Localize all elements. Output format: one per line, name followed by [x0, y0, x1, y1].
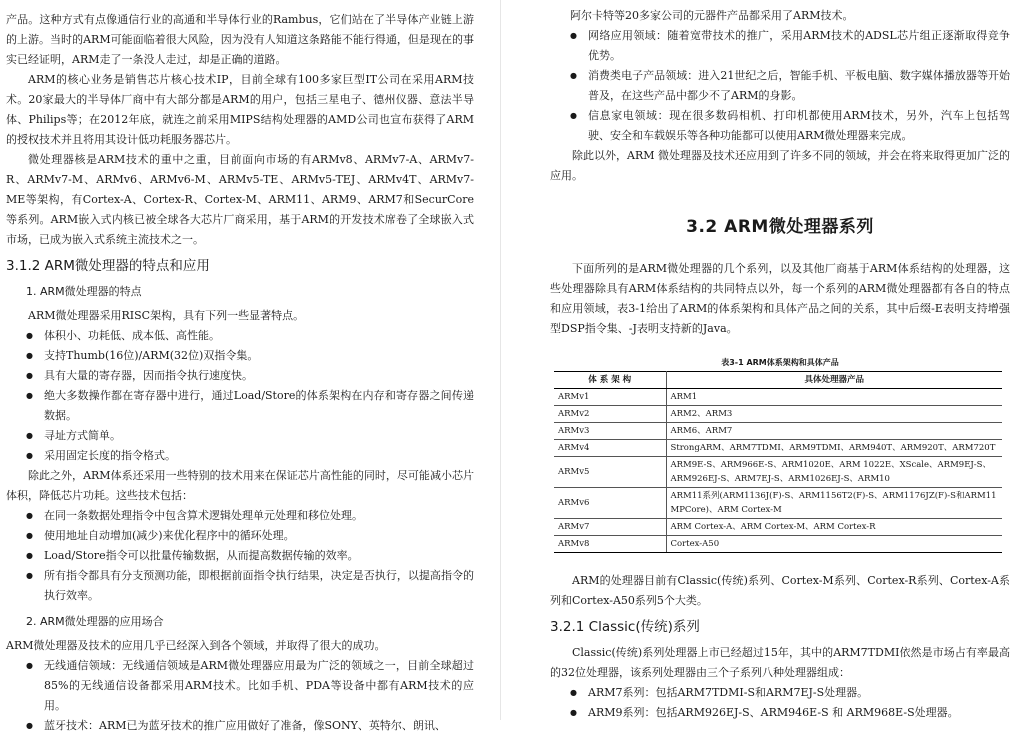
applications-list — [26, 656, 474, 736]
table-header-architecture: 体 系 架 构 — [554, 372, 666, 389]
list-item: ● 采用固定长度的指令格式。 — [26, 446, 474, 466]
arm-architecture-table — [554, 371, 1002, 553]
classic-intro: Classic(传统)系列处理器上市已经超过15年，其中的ARM7TDMI依然是市场占有率最高的32位处理器，该系列处理器由三个子系列八种处理器组成： — [550, 646, 1010, 679]
chapter-heading-3-2: 3.2 ARM微处理器系列 — [686, 217, 874, 237]
list-item: ● 寻址方式简单。 — [26, 426, 474, 446]
table-row — [554, 457, 1002, 488]
table-caption: 表3-1 ARM体系架构和具体产品 — [721, 358, 839, 367]
list-item: ● ARM9系列：包括ARM926EJ-S、ARM946E-S 和 ARM968E-S处理器。 — [570, 703, 1010, 723]
series-intro: 下面所列的是ARM微处理器的几个系列，以及其他厂商基于ARM体系结构的处理器，这些处理器除具有ARM体系结构的共同特点以外，每一个系列的ARM微处理器都有各自的特点和应用领域，表3-1给出了ARM的体系架构和具体产品之间的关系，其中后缀-E表明支持增强型DSP指令集、-J表明支持新的Java。 — [550, 262, 1010, 335]
table-cell-arch: ARMv3 — [554, 423, 666, 440]
continued-text: 阿尔卡特等20多家公司的元器件产品都采用了ARM技术。 — [570, 9, 854, 22]
list-item: ● Load/Store指令可以批量传输数据，从而提高数据传输的效率。 — [26, 546, 474, 566]
intro-paragraph-1: 产品。这种方式有点像通信行业的高通和半导体行业的Rambus，它们站在了半导体产业链上游的上游。当时的ARM可能面临着很大风险，因为没有人知道这条路能不能行得通，但是现在的事实已经证明，ARM走了一条没人走过，却是正确的道路。 — [6, 13, 474, 66]
table-header-row — [554, 372, 1002, 389]
table-cell-products: ARM9E-S、ARM966E-S、ARM1020E、ARM 1022E、XScale、ARM9EJ-S、ARM926EJ-S、ARM7EJ-S、ARM1026EJ-S、ARM10 — [666, 457, 1002, 488]
section-heading-3-1-2: 3.1.2 ARM微处理器的特点和应用 — [6, 258, 210, 274]
table-cell-products: ARM1 — [666, 389, 1002, 406]
list-item: ● 在同一条数据处理指令中包含算术逻辑处理单元处理和移位处理。 — [26, 506, 474, 526]
left-page — [0, 0, 488, 732]
table-row — [554, 519, 1002, 536]
table-row — [554, 536, 1002, 553]
techniques-intro: 除此之外，ARM体系还采用一些特别的技术用来在保证芯片高性能的同时，尽可能减小芯片体积，降低芯片功耗。这些技术包括： — [6, 469, 474, 502]
table-header-products: 具体处理器产品 — [666, 372, 1002, 389]
features-intro: ARM微处理器采用RISC架构，具有下列一些显著特点。 — [28, 309, 305, 322]
list-item: ● 消费类电子产品领域：进入21世纪之后，智能手机、平板电脑、数字媒体播放器等开始普及，在这些产品中都少不了ARM的身影。 — [570, 66, 1010, 106]
series-summary: ARM的处理器目前有Classic(传统)系列、Cortex-M系列、Cortex-R系列、Cortex-A系列和Cortex-A50系列5个大类。 — [550, 574, 1010, 607]
table-cell-products: Cortex-A50 — [666, 536, 1002, 553]
table-row — [554, 423, 1002, 440]
intro-paragraph-2: ARM的核心业务是销售芯片核心技术IP，目前全球有100多家巨型IT公司在采用ARM技术。20家最大的半导体厂商中有大部分都是ARM的用户，包括三星电子、德州仪器、意法半导体、Philips等；在2012年底，就连之前采用MIPS结构处理器的AMD公司也宣布获得了ARM的授权技术并且将用其设计低功耗服务器芯片。 — [6, 73, 474, 146]
list-item: ● 绝大多数操作都在寄存器中进行，通过Load/Store的体系架构在内存和寄存器之间传递数据。 — [26, 386, 474, 426]
list-item: ● 支持Thumb(16位)/ARM(32位)双指令集。 — [26, 346, 474, 366]
table-row — [554, 406, 1002, 423]
table-cell-products: ARM11系列(ARM1136J(F)-S、ARM1156T2(F)-S、ARM1176JZ(F)-S和ARM11 MPCore)、ARM Cortex-M — [666, 488, 1002, 519]
features-heading: 1. ARM微处理器的特点 — [26, 285, 142, 298]
applications-list-continued — [570, 26, 1010, 146]
list-item: ● 体积小、功耗低、成本低、高性能。 — [26, 326, 474, 346]
features-list — [26, 326, 474, 466]
closing-paragraph: 除此以外，ARM 微处理器及技术还应用到了许多不同的领域，并会在将来取得更加广泛的应用。 — [550, 149, 1010, 182]
table-cell-arch: ARMv6 — [554, 488, 666, 519]
list-item: ● 使用地址自动增加(减少)来优化程序中的循环处理。 — [26, 526, 474, 546]
list-item: ● 无线通信领域：无线通信领域是ARM微处理器应用最为广泛的领域之一，目前全球超过85%的无线通信设备都采用ARM技术。比如手机、PDA等设备中都有ARM技术的应用。 — [26, 656, 474, 716]
list-item: ● 蓝牙技术：ARM已为蓝牙技术的推广应用做好了准备，像SONY、英特尔、朗讯、 — [26, 716, 474, 736]
table-cell-products: ARM6、ARM7 — [666, 423, 1002, 440]
applications-heading: 2. ARM微处理器的应用场合 — [26, 615, 164, 628]
table-cell-arch: ARMv8 — [554, 536, 666, 553]
section-heading-3-2-1: 3.2.1 Classic(传统)系列 — [550, 619, 700, 635]
table-cell-arch: ARMv2 — [554, 406, 666, 423]
table-cell-products: StrongARM、ARM7TDMI、ARM9TDMI、ARM940T、ARM920T、ARM720T — [666, 440, 1002, 457]
table-cell-arch: ARMv5 — [554, 457, 666, 488]
applications-intro: ARM微处理器及技术的应用几乎已经深入到各个领域，并取得了很大的成功。 — [6, 639, 386, 652]
intro-paragraph-3: 微处理器核是ARM技术的重中之重，目前面向市场的有ARMv8、ARMv7-A、ARMv7-R、ARMv7-M、ARMv6、ARMv6-M、ARMv5-TE、ARMv5-TEJ、ARMv4T、ARMv7-ME等架构，有Cortex-A、Cortex-R、Cortex-M、ARM11、ARM9、ARM7和SecurCore等系列。ARM嵌入式内核已被全球各大芯片厂商采用，基于ARM的开发技术席卷了全球嵌入式市场，已成为嵌入式系统主流技术之一。 — [6, 153, 474, 246]
table-row — [554, 488, 1002, 519]
table-cell-products: ARM Cortex-A、ARM Cortex-M、ARM Cortex-R — [666, 519, 1002, 536]
classic-list — [570, 683, 1010, 723]
table-row — [554, 389, 1002, 406]
table-row — [554, 440, 1002, 457]
list-item: ● ARM7系列：包括ARM7TDMI-S和ARM7EJ-S处理器。 — [570, 683, 1010, 703]
table-cell-arch: ARMv7 — [554, 519, 666, 536]
table-cell-arch: ARMv1 — [554, 389, 666, 406]
list-item: ● 具有大量的寄存器，因而指令执行速度快。 — [26, 366, 474, 386]
list-item: ● 网络应用领域：随着宽带技术的推广，采用ARM技术的ADSL芯片组正逐渐取得竞争优势。 — [570, 26, 1010, 66]
table-cell-products: ARM2、ARM3 — [666, 406, 1002, 423]
list-item: ● 所有指令都具有分支预测功能，即根据前面指令执行结果，决定是否执行，以提高指令的执行效率。 — [26, 566, 474, 606]
list-item: ● 信息家电领域：现在很多数码相机、打印机都使用ARM技术，另外，汽车上包括驾驶、安全和车载娱乐等各种功能都可以使用ARM微处理器来完成。 — [570, 106, 1010, 146]
techniques-list — [26, 506, 474, 606]
right-page — [512, 0, 1016, 720]
page-gutter-divider — [500, 0, 501, 720]
table-cell-arch: ARMv4 — [554, 440, 666, 457]
